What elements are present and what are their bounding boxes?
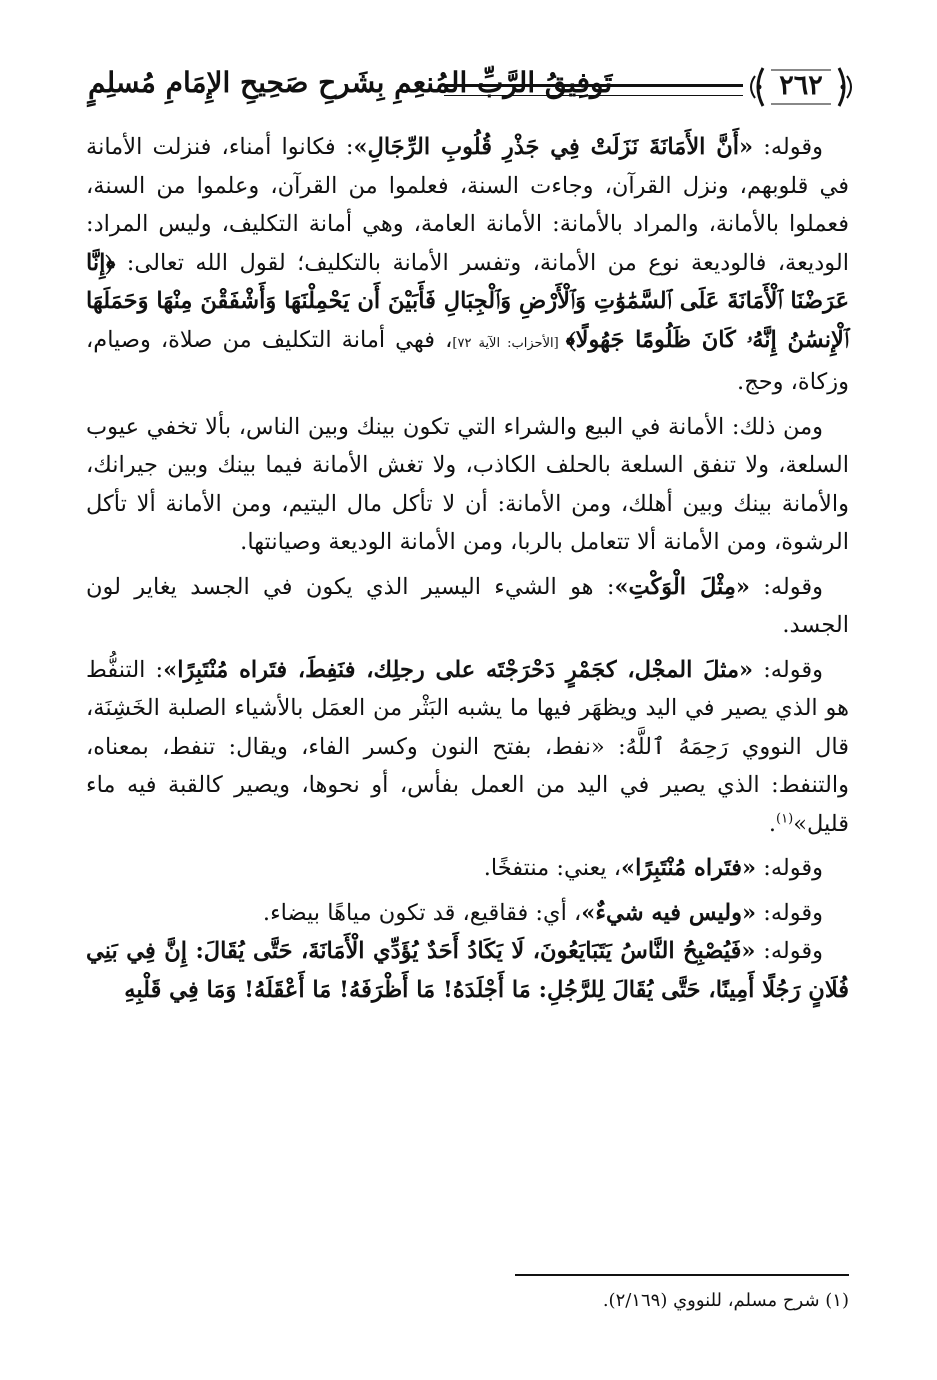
- page-number: ٢٦٢: [779, 70, 823, 101]
- footnote: (١) شرح مسلم، للنووي (٢/١٦٩).: [602, 1290, 849, 1311]
- paragraph-lead: وقوله:: [753, 134, 824, 160]
- paragraph-wakt: [86, 568, 849, 645]
- hadith-quote: «فَيُصْبِحُ النَّاسُ يَتَبَايَعُونَ، لَا يَكَادُ أَحَدٌ يُؤَدِّي الْأَمَانَةَ، حَتَّى يُقَالَ: إِنَّ فِي بَنِي فُلَانٍ رَجُلًا أَمِينًا، حَتَّى يُقَالَ لِلرَّجُلِ: مَا أَجْلَدَهُ! مَا أَظْرَفَهُ! مَا أَعْقَلَهُ! وَمَا فِي قَلْبِهِ: [86, 938, 849, 1003]
- paragraph-amana-meaning: [86, 128, 849, 402]
- paragraph-text: ، أي: فقاقيع، قد تكون مياهًا بيضاء.: [262, 899, 582, 926]
- paragraph-laysa-fihi: [86, 894, 849, 933]
- hadith-quote: «فتَراه مُنْتَبِرًا»: [621, 855, 757, 881]
- verse-reference: [الأحزاب: الآية ٧٢]: [452, 335, 566, 351]
- paragraph-text: : فكانوا أمناء، فنزلت الأمانة في قلوبهم، ونزل القرآن، وجاءت السنة، فعلموا من القرآن، وعلموا من السنة، فعملوا بالأمانة، والمراد بالأمانة: الأمانة العامة، وهي أمانة التكليف، وليس المراد: الوديعة، فالوديعة نوع من الأمانة، وتفسر الأمانة بالتكليف؛ لقول الله تعالى:: [86, 134, 849, 276]
- paragraph-lead: وقوله:: [753, 656, 823, 683]
- quran-verse: ﴿إِنَّا عَرَضْنَا ٱلْأَمَانَةَ عَلَى ٱلسَّمَٰوَٰتِ وَٱلْأَرْضِ وَٱلْجِبَالِ فَأَبَيْنَ أَن يَحْمِلْنَهَا وَأَشْفَقْنَ مِنْهَا وَحَمَلَهَا ٱلْإِنسَٰنُ إِنَّهُۥ كَانَ ظَلُومًا جَهُولًا﴾: [86, 249, 849, 353]
- paragraph-yusbihu: [86, 932, 849, 1009]
- footnote-separator: [515, 1274, 849, 1276]
- paragraph-lead: وقوله:: [749, 573, 823, 600]
- paragraph-text: ، يعني: منتفخًا.: [483, 855, 622, 881]
- paragraph-text: : هو الشيء اليسير الذي يكون في الجسد يغاير لون الجسد.: [86, 573, 849, 638]
- paragraph-muntabir: [86, 849, 849, 888]
- paragraph-amana-types: ومن ذلك: الأمانة في البيع والشراء التي تكون بينك وبين الناس، بألا تخفي عيوب السلعة، ولا تنفق السلعة بالحلف الكاذب، ولا تغش الأمانة فيما بينك وبين جيرانك، والأمانة بينك وبين أهلك، ومن الأمانة: أن لا تأكل مال اليتيم، ومن الأمانة ألا تأكل الرشوة، ومن الأمانة ألا تتعامل بالربا، ومن الأمانة الوديعة وصيانتها.: [86, 413, 849, 555]
- hadith-quote: «مِثْلَ الْوَكْتِ»: [614, 573, 750, 600]
- book-title: تَوفِيقُ الرَّبِّ المُنعِمِ بِشَرحِ صَحِيحِ الإِمَامِ مُسلِمٍ: [88, 66, 613, 99]
- main-text: [86, 128, 849, 1009]
- hadith-quote: «مثلَ المجْل، كجَمْرٍ دَحْرَجْتَه على رجلِك، فنَفِطَ، فتَراه مُنْتَبِرًا»: [163, 656, 754, 683]
- paragraph-text: .: [768, 810, 777, 837]
- page-header: [88, 62, 853, 118]
- hadith-quote: «أَنَّ الأَمَانَةَ نَزَلَتْ فِي جَذْرِ قُلُوبِ الرِّجَالِ»: [353, 134, 754, 160]
- paragraph-text: : التنفُّط هو الذي يصير في اليد ويظهَر فيها ما يشبه البَثْر من العمَل بالأشياء الصلبة الخَشِنَة، قال النووي رَحِمَهُ ٱللَّهُ: «نفط، بفتح النون وكسر الفاء، ويقال: تنفط، بمعناه، والتنفط: الذي يصير في اليد من العمل بفأس، أو نحوها، ويصير كالقبة فيه ماء قليل»: [86, 656, 849, 837]
- paragraph-lead: وقوله:: [756, 855, 823, 881]
- paragraph-lead: وقوله:: [756, 899, 823, 926]
- hadith-quote: «وليس فيه شيءٌ»: [581, 899, 757, 926]
- page-number-frame: [749, 62, 853, 112]
- header-rule: [444, 84, 743, 96]
- paragraph-text: ، فهي أمانة التكليف من صلاة، وصيام، وزكاة، وحج.: [86, 326, 849, 395]
- paragraph-lead: وقوله:: [755, 938, 823, 964]
- paragraph-majl: [86, 651, 849, 844]
- footnote-marker[interactable]: (١): [776, 811, 794, 826]
